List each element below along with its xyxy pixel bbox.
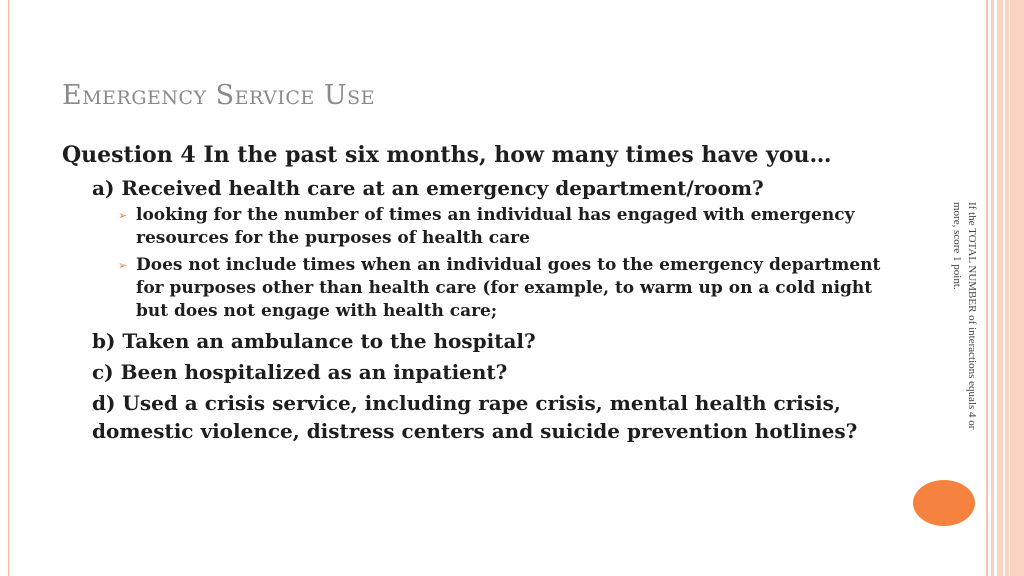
question-item-a: a) Received health care at an emergency department/room? bbox=[92, 176, 764, 200]
arrowhead-bullet-icon: ➢ bbox=[118, 209, 128, 222]
scoring-note: If the TOTAL NUMBER of interactions equals 4 or more, score 1 point. bbox=[951, 202, 978, 430]
question-item-b: b) Taken an ambulance to the hospital? bbox=[92, 329, 536, 353]
right-decor-gap bbox=[1009, 0, 1010, 576]
item-a-bullets bbox=[118, 204, 882, 323]
slide-title: Emergency Service Use bbox=[62, 80, 376, 111]
orange-circle-decoration bbox=[913, 480, 975, 526]
slide-body bbox=[62, 140, 882, 445]
left-border-line bbox=[8, 0, 9, 576]
bullet-item bbox=[118, 204, 882, 250]
question-item-d: d) Used a crisis service, including rape crisis, mental health crisis, domestic violence, distress centers and suicide prevention hotlines? bbox=[92, 391, 858, 443]
bullet-text: looking for the number of times an individual has engaged with emergency resources for the purposes of health care bbox=[136, 205, 855, 248]
right-decor-gap bbox=[1003, 0, 1005, 576]
question-item-c: c) Been hospitalized as an inpatient? bbox=[92, 360, 508, 384]
bullet-text: Does not include times when an individual goes to the emergency department for purposes other than health care (for example, to warm up on a cold night but does not engage with health care; bbox=[136, 255, 881, 321]
right-decor-band bbox=[997, 0, 1024, 576]
arrowhead-bullet-icon: ➢ bbox=[118, 259, 128, 272]
right-decor-stripe bbox=[986, 0, 988, 576]
question-heading: Question 4 In the past six months, how many times have you… bbox=[62, 142, 832, 168]
bullet-item bbox=[118, 254, 882, 323]
right-decor-stripe bbox=[991, 0, 994, 576]
